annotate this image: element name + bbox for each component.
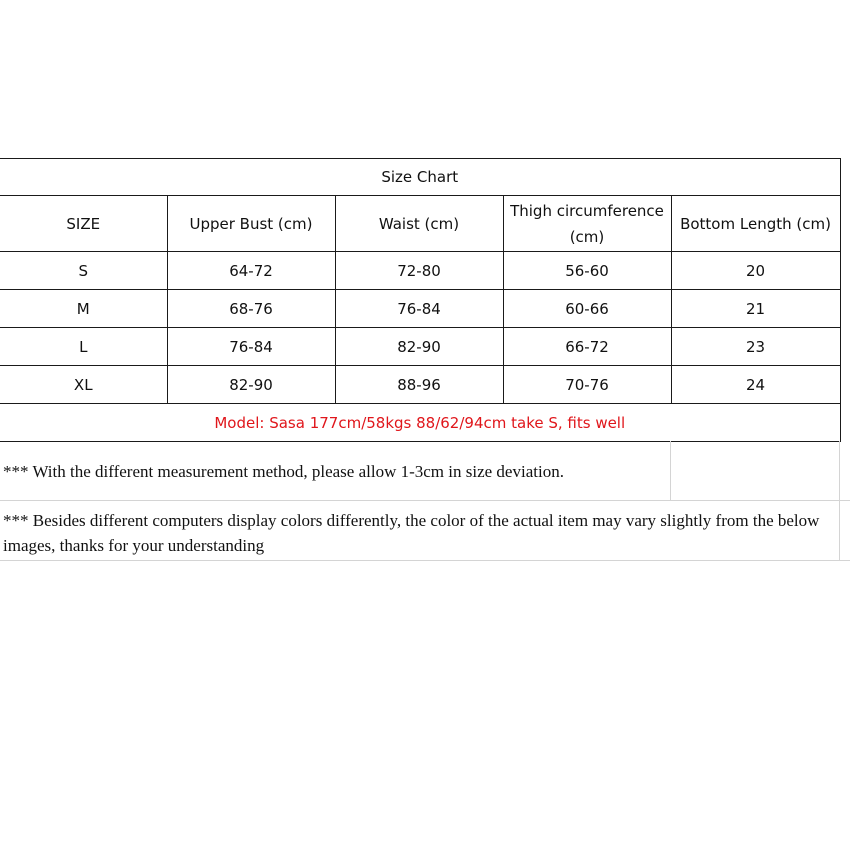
upper-bust-cell: 64-72 [167, 252, 335, 290]
size-cell: XL [0, 366, 167, 404]
bottom-length-cell: 24 [671, 366, 840, 404]
color-note-text: *** Besides different computers display colors differently, the color of the actual item may vary slightly from the below images, thanks for your understanding [3, 511, 820, 555]
size-chart-table [0, 158, 841, 442]
table-row [0, 366, 840, 404]
table-row [0, 252, 840, 290]
size-cell: L [0, 328, 167, 366]
table-row [0, 328, 840, 366]
header-upper-bust: Upper Bust (cm) [167, 196, 335, 252]
upper-bust-cell: 82-90 [167, 366, 335, 404]
header-thigh: Thigh circumference (cm) [503, 196, 671, 252]
model-row [0, 404, 840, 442]
bottom-length-cell: 23 [671, 328, 840, 366]
waist-cell: 72-80 [335, 252, 503, 290]
header-size: SIZE [0, 196, 167, 252]
measurement-note [0, 441, 850, 501]
sheet-gridline [839, 441, 840, 501]
table-row [0, 290, 840, 328]
waist-cell: 82-90 [335, 328, 503, 366]
size-cell: M [0, 290, 167, 328]
color-note [0, 501, 850, 561]
size-cell: S [0, 252, 167, 290]
title-row [0, 159, 840, 196]
thigh-cell: 56-60 [503, 252, 671, 290]
sheet-gridline [839, 501, 840, 561]
thigh-cell: 66-72 [503, 328, 671, 366]
header-row [0, 196, 840, 252]
bottom-length-cell: 21 [671, 290, 840, 328]
thigh-cell: 70-76 [503, 366, 671, 404]
model-note: Model: Sasa 177cm/58kgs 88/62/94cm take S, fits well [0, 404, 840, 442]
header-waist: Waist (cm) [335, 196, 503, 252]
thigh-cell: 60-66 [503, 290, 671, 328]
chart-title: Size Chart [0, 159, 840, 196]
notes-section [0, 441, 850, 561]
bottom-length-cell: 20 [671, 252, 840, 290]
waist-cell: 88-96 [335, 366, 503, 404]
measurement-note-text: *** With the different measurement method, please allow 1-3cm in size deviation. [3, 462, 564, 481]
upper-bust-cell: 76-84 [167, 328, 335, 366]
waist-cell: 76-84 [335, 290, 503, 328]
header-bottom-length: Bottom Length (cm) [671, 196, 840, 252]
sheet-gridline [670, 441, 671, 501]
upper-bust-cell: 68-76 [167, 290, 335, 328]
